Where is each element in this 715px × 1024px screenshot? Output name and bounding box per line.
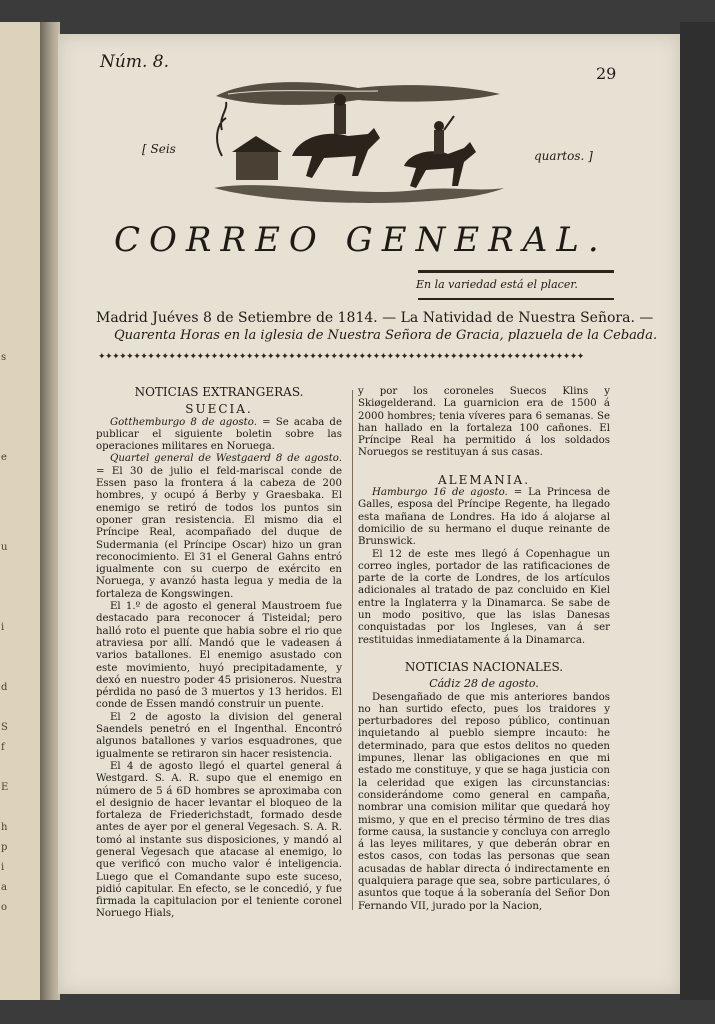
scan-background	[680, 22, 715, 1000]
margin-letter: d	[1, 682, 8, 693]
margin-letter: p	[1, 842, 8, 853]
country-heading-germany: ALEMANIA.	[437, 472, 531, 487]
paragraph: El 4 de agosto llegó el quartel general á Westgard. S. A. R. supo que el enemigo en número de 5 á 6D hombres se aproximaba con el designio de hacer levantar el bloqueo de la fortaleza de Friederichstadt, formado desde antes de ayer por el general Vegesach. S. A. R. tomó al instante sus disposiciones, y mandó al general Vegesach que atacase al enemigo, lo que verificó con mucho valor é inteligencia. Luego que el Comandante supo este suceso, pidió capitular. En efecto, se le concedió, y fue firmada la capitulacion por el teniente coronel Noruego Hials,	[96, 760, 342, 920]
dateline: Gotthemburgo 8 de agosto.	[110, 416, 257, 428]
date-line: Madrid Juéves 8 de Setiembre de 1814. — La Natividad de Nuestra Señora. —	[96, 310, 654, 326]
paragraph	[96, 417, 342, 454]
motto: En la variedad está el placer.	[416, 278, 578, 291]
margin-letter: f	[1, 742, 5, 753]
motto-rule-bottom	[418, 298, 614, 300]
paragraph-text: = El 30 de julio el feld-mariscal conde de Essen paso la frontera á la cabeza de 200 hombres, y ocupó á Berby y Graesbaka. El enemigo se retiró de todos los puntos sin oponer gran resistencia. El mismo dia el Príncipe Real, acompañado del duque de Sudermania (el Príncipe Oscar) hizo un gran reconocimiento. El 31 el General Gahns entró igualmente con su cuerpo de exército en Noruega, y avanzó hasta legua y media de la fortaleza de Kongswingen.	[96, 465, 342, 600]
newspaper-page	[58, 34, 680, 994]
margin-letter: S	[1, 722, 8, 733]
section-heading-national: NOTICIAS NACIONALES.	[404, 659, 564, 674]
country-heading-sweden: SUECIA.	[185, 402, 253, 417]
paragraph: Desengañado de que mis anteriores bandos no han surtido efecto, pues los traidores y perturbadores del reposo público, continuan inquietando al pueblo siempre incauto: he determinado, para que estos delitos no queden impunes, llenar las obligaciones en que mi estado me constituye, y que se haga justicia con la celeridad que exigen las circunstancias: considerándome como general en campaña, nombrar una comision militar que quedará hoy mismo, y que en el preciso término de tres dias forme causa, la sustancie y concluya con arreglo á las leyes militares, y que deberán obrar en estos casos, con todas las personas que sean acusadas de hablar directa ó indirectamente en qualquiera parage que sea, sobre particulares, ó asuntos que toque á la soberanía del Señor Don Fernando VII, jurado por la Nacion,	[358, 691, 610, 912]
courier-woodcut-illustration	[208, 58, 508, 208]
issue-number: Núm. 8.	[100, 52, 169, 72]
paragraph-text: = Se acaba de publicar el siguiente boletin sobre las operaciones militares en Noruega.	[96, 416, 342, 453]
price-right: quartos. ]	[534, 149, 593, 163]
masthead-title: CORREO GENERAL.	[114, 220, 608, 260]
dateline: Hamburgo 16 de agosto.	[372, 487, 508, 499]
dateline-cadiz: Cádiz 28 de agosto.	[429, 677, 539, 691]
paragraph: El 12 de este mes llegó á Copenhague un correo ingles, portador de las ratificaciones de parte de la corte de Londres, de los artículos adicionales al tratado de paz concluido en Kiel entre la Inglaterra y la Dinamarca. Se sabe de un modo positivo, que las islas Danesas conquistadas por los Ingleses, van á ser restituidas inmediatamente á la Dinamarca.	[358, 548, 610, 646]
margin-letter: o	[1, 902, 8, 913]
margin-letter: e	[1, 452, 7, 463]
paragraph	[358, 487, 610, 548]
column-rule	[352, 390, 353, 910]
paragraph	[96, 453, 342, 601]
dateline: Quartel general de Westgaerd 8 de agosto.	[110, 453, 342, 465]
margin-letter: s	[1, 352, 7, 363]
section-heading-foreign: NOTICIAS EXTRANGERAS.	[134, 385, 304, 399]
facing-page-edge	[0, 22, 42, 1000]
margin-letter: u	[1, 542, 8, 553]
page-number: 29	[596, 64, 617, 83]
margin-letter: i	[1, 622, 5, 633]
motto-rule-top	[418, 270, 614, 273]
paragraph-text: = La Princesa de Galles, esposa del Príncipe Regente, ha llegado esta mañana de Londres. Ha ido á alojarse al domicilio de su hermano el duque reinante de Brunswick.	[358, 487, 610, 548]
margin-letter: i	[1, 862, 5, 873]
paragraph: y por los coroneles Suecos Klins y Skiøgelderand. La guarnicion era de 1500 á 2000 hombres; tenia víveres para 6 semanas. Se han hallado en la fortaleza 100 cañones. El Príncipe Real ha permitido á los soldados Noruegos se restituyan á sus casas.	[358, 386, 610, 459]
column-left	[96, 386, 342, 921]
margin-letter: h	[1, 822, 8, 833]
margin-letter: a	[1, 882, 7, 893]
paragraph: El 2 de agosto la division del general Saendels penetró en el Ingenthal. Encontró algunos batallones y varios esquadrones, que igualmente se retiraron sin hacer resistencia.	[96, 711, 342, 760]
book-gutter	[40, 22, 60, 1000]
price-left: [ Seis	[142, 142, 176, 156]
column-right	[358, 386, 610, 913]
ornamental-divider: ✦✦✦✦✦✦✦✦✦✦✦✦✦✦✦✦✦✦✦✦✦✦✦✦✦✦✦✦✦✦✦✦✦✦✦✦✦✦✦✦✦✦✦✦✦✦✦✦✦✦✦✦✦✦✦✦✦✦✦✦✦✦✦✦✦✦✦✦✦	[98, 352, 584, 362]
paragraph: El 1.º de agosto el general Maustroem fue destacado para reconocer á Tisteidal; pero halló roto el puente que habia sobre el rio que atraviesa por allí. Mandó que le vadeasen á varios batallones. El enemigo asustado con este movimiento, huyó precipitadamente, y dexó en nuestro poder 45 prisioneros. Nuestra pérdida no pasó de 3 muertos y 13 heridos. El conde de Essen mandó construir un puente.	[96, 601, 342, 711]
date-line-continued: Quarenta Horas en la iglesia de Nuestra Señora de Gracia, plazuela de la Cebada.	[114, 328, 658, 343]
margin-letter: E	[1, 782, 9, 793]
